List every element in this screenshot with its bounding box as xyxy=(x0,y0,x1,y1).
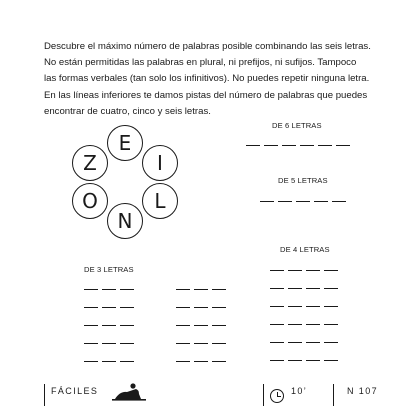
answer-blank[interactable] xyxy=(288,306,302,307)
answer-row xyxy=(84,325,134,326)
answer-row xyxy=(84,307,134,308)
answer-blank[interactable] xyxy=(282,145,296,146)
answer-blank[interactable] xyxy=(324,360,338,361)
footer-divider xyxy=(44,384,45,406)
answer-blank[interactable] xyxy=(314,201,328,202)
instruction-line: No están permitidas las palabras en plural, ni prefijos, ni sufijos. Tampoco xyxy=(44,57,357,69)
answer-blank[interactable] xyxy=(194,361,208,362)
answer-blank[interactable] xyxy=(120,343,134,344)
answer-blank[interactable] xyxy=(324,324,338,325)
answer-row xyxy=(270,288,338,289)
section-label-5: DE 5 LETRAS xyxy=(278,176,328,185)
answer-row xyxy=(84,361,134,362)
answer-row xyxy=(176,289,226,290)
answer-blank[interactable] xyxy=(194,343,208,344)
answer-row xyxy=(270,324,338,325)
answer-blank[interactable] xyxy=(84,325,98,326)
answer-blank[interactable] xyxy=(194,307,208,308)
answer-blank[interactable] xyxy=(102,307,116,308)
answer-blank[interactable] xyxy=(278,201,292,202)
answer-blank[interactable] xyxy=(332,201,346,202)
answer-blank[interactable] xyxy=(288,342,302,343)
clock-icon xyxy=(270,389,284,403)
answer-blank[interactable] xyxy=(306,360,320,361)
answer-row-6 xyxy=(246,145,350,146)
answer-row xyxy=(176,361,226,362)
letter-circle-bottom: N xyxy=(107,203,143,239)
answer-row xyxy=(270,270,338,271)
answer-blank[interactable] xyxy=(324,342,338,343)
person-stretching-icon xyxy=(112,381,146,403)
answer-blank[interactable] xyxy=(194,325,208,326)
answer-blank[interactable] xyxy=(84,289,98,290)
footer-divider xyxy=(263,384,264,406)
answer-blank[interactable] xyxy=(120,361,134,362)
answer-blank[interactable] xyxy=(260,201,274,202)
instruction-line: encontrar de cuatro, cinco y seis letras. xyxy=(44,105,211,117)
answer-blank[interactable] xyxy=(324,306,338,307)
answer-blank[interactable] xyxy=(120,325,134,326)
answer-blank[interactable] xyxy=(306,270,320,271)
answer-blank[interactable] xyxy=(246,145,260,146)
answer-blank[interactable] xyxy=(318,145,332,146)
answer-row xyxy=(176,325,226,326)
answer-row xyxy=(176,343,226,344)
answer-blank[interactable] xyxy=(306,342,320,343)
instruction-line: En las líneas inferiores te damos pistas del número de palabras que puedes xyxy=(44,89,368,101)
answer-blank[interactable] xyxy=(84,307,98,308)
answer-blank[interactable] xyxy=(288,270,302,271)
answer-blank[interactable] xyxy=(176,343,190,344)
answer-blank[interactable] xyxy=(84,361,98,362)
letter-circle-lower-right: L xyxy=(142,183,178,219)
answer-blank[interactable] xyxy=(270,288,284,289)
answer-blank[interactable] xyxy=(270,270,284,271)
time-label: 10’ xyxy=(291,386,308,396)
letter-circle-upper-left: Z xyxy=(72,145,108,181)
answer-row xyxy=(270,360,338,361)
section-label-3: DE 3 LETRAS xyxy=(84,265,134,274)
answer-blank[interactable] xyxy=(176,307,190,308)
answer-blank[interactable] xyxy=(336,145,350,146)
puzzle-number: N 107 xyxy=(347,386,379,396)
answer-blank[interactable] xyxy=(306,306,320,307)
answer-blank[interactable] xyxy=(300,145,314,146)
letter-circle-lower-left: O xyxy=(72,183,108,219)
answer-blank[interactable] xyxy=(102,361,116,362)
answer-row xyxy=(84,343,134,344)
answer-blank[interactable] xyxy=(270,306,284,307)
answer-blank[interactable] xyxy=(324,288,338,289)
section-label-4: DE 4 LETRAS xyxy=(280,245,330,254)
answer-blank[interactable] xyxy=(324,270,338,271)
answer-row xyxy=(270,306,338,307)
answer-blank[interactable] xyxy=(212,289,226,290)
answer-blank[interactable] xyxy=(270,360,284,361)
section-label-6: DE 6 LETRAS xyxy=(272,121,322,130)
answer-blank[interactable] xyxy=(102,325,116,326)
letter-circle-upper-right: I xyxy=(142,145,178,181)
answer-blank[interactable] xyxy=(306,324,320,325)
answer-blank[interactable] xyxy=(296,201,310,202)
answer-blank[interactable] xyxy=(176,325,190,326)
instruction-line: las formas verbales (tan solo los infinitivos). No puedes repetir ninguna letra. xyxy=(44,73,370,85)
answer-blank[interactable] xyxy=(212,307,226,308)
answer-blank[interactable] xyxy=(120,289,134,290)
answer-blank[interactable] xyxy=(306,288,320,289)
answer-blank[interactable] xyxy=(176,361,190,362)
answer-blank[interactable] xyxy=(288,360,302,361)
answer-blank[interactable] xyxy=(212,343,226,344)
answer-blank[interactable] xyxy=(102,289,116,290)
answer-blank[interactable] xyxy=(288,324,302,325)
instructions xyxy=(44,39,384,120)
answer-blank[interactable] xyxy=(84,343,98,344)
answer-blank[interactable] xyxy=(120,307,134,308)
answer-blank[interactable] xyxy=(194,289,208,290)
difficulty-label: FÁCILES xyxy=(51,386,99,396)
answer-blank[interactable] xyxy=(270,342,284,343)
answer-blank[interactable] xyxy=(270,324,284,325)
letter-circle-top: E xyxy=(107,125,143,161)
answer-blank[interactable] xyxy=(264,145,278,146)
answer-blank[interactable] xyxy=(212,361,226,362)
answer-row xyxy=(270,342,338,343)
answer-blank[interactable] xyxy=(212,325,226,326)
instruction-line: Descubre el máximo número de palabras posible combinando las seis letras. xyxy=(44,41,371,52)
answer-row xyxy=(84,289,134,290)
footer-divider xyxy=(333,384,334,406)
answer-row xyxy=(176,307,226,308)
answer-blank[interactable] xyxy=(176,289,190,290)
answer-blank[interactable] xyxy=(288,288,302,289)
answer-blank[interactable] xyxy=(102,343,116,344)
answer-row-5 xyxy=(260,201,346,202)
